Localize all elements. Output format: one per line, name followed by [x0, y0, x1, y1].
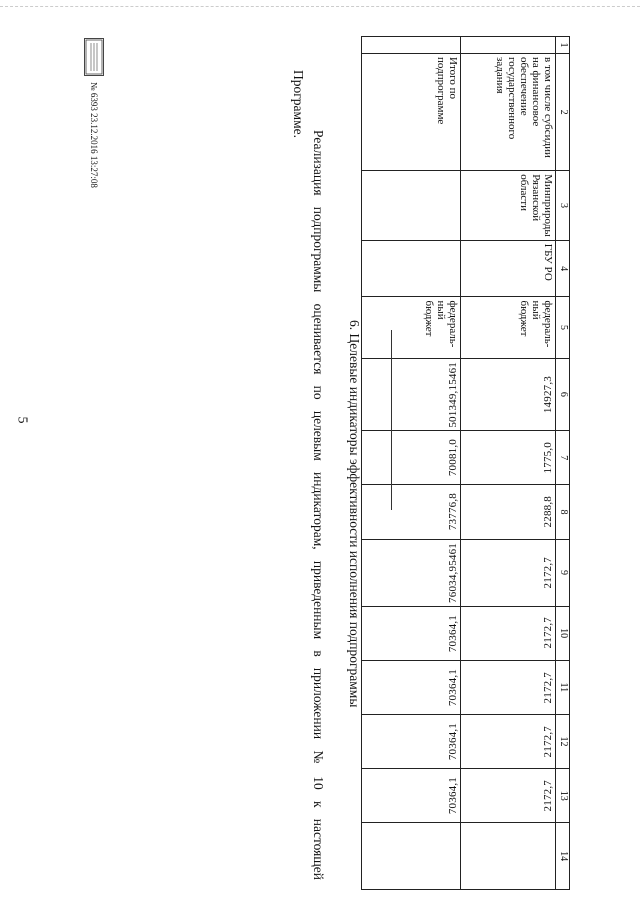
- paragraph: Реализация подпрограммы оценивается по целевым индикаторам, приведенным в приложении № 10 к настоящей Программе.: [291, 70, 326, 880]
- header-cell: 11: [556, 660, 570, 714]
- value-text: 2172,7: [542, 556, 554, 589]
- value-text: 2172,7: [542, 617, 554, 649]
- page-number: 5: [14, 416, 30, 424]
- table-cell: [362, 714, 461, 768]
- section-title: 6. Целевые индикаторы эффективности исполнения подпрограммы: [347, 320, 362, 708]
- table-row: [362, 37, 461, 890]
- value-text: 73776,8: [447, 493, 459, 531]
- header-cell: 3: [556, 171, 570, 241]
- table-cell: [362, 769, 461, 823]
- table-cell: ГБУ РО: [461, 240, 556, 297]
- value-text: 2288,8: [542, 496, 554, 528]
- value-text: 14927,3: [542, 375, 554, 413]
- electronic-document-stamp: [84, 38, 104, 76]
- value-text: 2172,7: [542, 671, 554, 704]
- table-cell: федераль-ный бюджет: [362, 297, 461, 358]
- table-cell: [461, 431, 556, 485]
- header-cell: 14: [556, 823, 570, 890]
- header-cell: 12: [556, 714, 570, 768]
- table-cell: [461, 606, 556, 660]
- table-cell: [461, 823, 556, 890]
- footer: [84, 38, 104, 188]
- table-cell: федераль-ный бюджет: [461, 297, 556, 358]
- table-cell: [362, 37, 461, 54]
- table-cell: [362, 539, 461, 606]
- value-text: 70364,1: [447, 722, 459, 761]
- table-row: [461, 37, 556, 890]
- table-cell: [461, 769, 556, 823]
- table-cell: [461, 539, 556, 606]
- value-text: 70364,1: [447, 668, 459, 706]
- header-cell: 9: [556, 539, 570, 606]
- table-cell: [362, 606, 461, 660]
- page-edge: [0, 6, 640, 7]
- table-cell: [461, 358, 556, 431]
- table-cell: [362, 240, 461, 297]
- table-cell: Итого по подпрограмме: [362, 54, 461, 171]
- value-text: 76034,95461: [447, 542, 459, 603]
- rotated-document-body: [30, 30, 600, 890]
- table-cell: [362, 660, 461, 714]
- value-text: 70364,1: [447, 614, 459, 652]
- value-text: 2172,7: [542, 725, 554, 758]
- value-text: 501349,15461: [447, 361, 459, 428]
- header-cell: 2: [556, 54, 570, 171]
- header-cell: 7: [556, 431, 570, 485]
- table-cell: [362, 358, 461, 431]
- document-reference: № 6393 23.12.2016 13:27:08: [89, 82, 99, 188]
- table-cell: в том числе субсидии на финансовое обеспечение государственного задания: [461, 54, 556, 171]
- header-cell: 13: [556, 769, 570, 823]
- value-text: 2172,7: [542, 780, 554, 812]
- budget-table: [361, 36, 570, 890]
- header-cell: 5: [556, 297, 570, 358]
- value-text: 70364,1: [447, 777, 459, 815]
- header-cell: 4: [556, 240, 570, 297]
- table-cell: [362, 171, 461, 241]
- table-cell: Минприроды Рязанской области: [461, 171, 556, 241]
- table-cell: [362, 823, 461, 890]
- header-cell: 10: [556, 606, 570, 660]
- header-cell: 8: [556, 485, 570, 539]
- table-cell: [362, 485, 461, 539]
- header-cell: 1: [556, 37, 570, 54]
- table-cell: [461, 660, 556, 714]
- value-text: 1775,0: [542, 442, 554, 474]
- table-cell: [362, 431, 461, 485]
- value-text: 70081,0: [447, 439, 459, 477]
- stamp-icon: [85, 39, 103, 75]
- table-cell: [461, 37, 556, 54]
- header-cell: 6: [556, 358, 570, 431]
- table-cell: [461, 714, 556, 768]
- separator-line: [391, 330, 392, 510]
- table-cell: [461, 485, 556, 539]
- table-header-row: [556, 37, 570, 890]
